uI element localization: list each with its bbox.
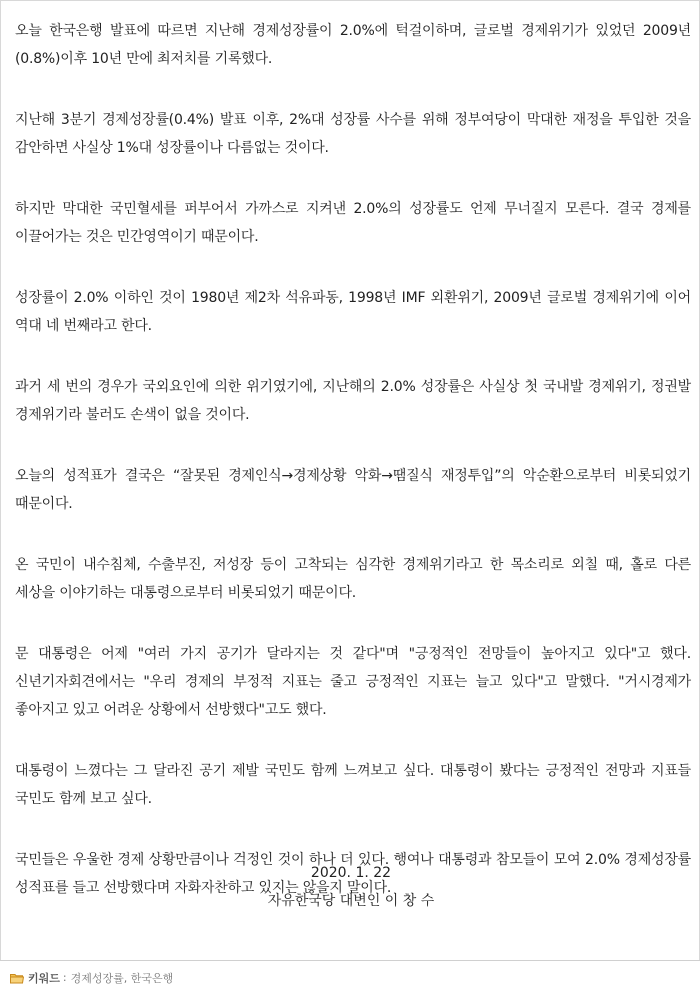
keyword-item-separator: , bbox=[123, 971, 131, 985]
paragraph: 온 국민이 내수침체, 수출부진, 저성장 등이 고착되는 심각한 경제위기라고 한 목소리로 외칠 때, 홀로 다른 세상을 이야기하는 대통령으로부터 비롯되었기 때문이다. bbox=[15, 557, 691, 601]
keyword-bar bbox=[0, 960, 700, 994]
paragraph: 과거 세 번의 경우가 국외요인에 의한 위기였기에, 지난해의 2.0% 성장률은 사실상 첫 국내발 경제위기, 정권발 경제위기라 불러도 손색이 없을 것이다. bbox=[15, 379, 691, 423]
paragraph: 국민들은 우울한 경제 상황만큼이나 걱정인 것이 하나 더 있다. 행여나 대통령과 참모들이 모여 2.0% 경제성장률 성적표를 들고 선방했다며 자화자찬하고 있지는 않을지 말이다. bbox=[15, 852, 691, 896]
folder-icon bbox=[10, 973, 24, 983]
keyword-list bbox=[71, 970, 174, 986]
paragraph: 문 대통령은 어제 "여러 가지 공기가 달라지는 것 같다"며 "긍정적인 전망들이 높아지고 있다"고 했다. 신년기자회견에서는 "우리 경제의 부정적 지표는 줄고 긍정적인 지표는 늘고 있다"고 말했다. "거시경제가 좋아지고 있고 어려운 상황에서 선방했다"고도 했다. bbox=[15, 646, 691, 718]
paragraph: 대통령이 느꼈다는 그 달라진 공기 제발 국민도 함께 느껴보고 싶다. 대통령이 봤다는 긍정적인 전망과 지표들 국민도 함께 보고 싶다. bbox=[15, 763, 691, 807]
statement-author: 자유한국당 대변인 이 창 수 bbox=[267, 893, 435, 909]
signature-block bbox=[1, 859, 700, 915]
keyword-label: 키워드 bbox=[28, 971, 60, 985]
paragraph: 하지만 막대한 국민혈세를 퍼부어서 가까스로 지켜낸 2.0%의 성장률도 언제 무너질지 모른다. 결국 경제를 이끌어가는 것은 민간영역이기 때문이다. bbox=[15, 201, 691, 245]
paragraph: 오늘 한국은행 발표에 따르면 지난해 경제성장률이 2.0%에 턱걸이하며, 글로벌 경제위기가 있었던 2009년(0.8%)이후 10년 만에 최저치를 기록했다. bbox=[15, 23, 691, 67]
paragraph: 성장률이 2.0% 이하인 것이 1980년 제2차 석유파동, 1998년 IMF 외환위기, 2009년 글로벌 경제위기에 이어 역대 네 번째라고 한다. bbox=[15, 290, 691, 334]
paragraph: 지난해 3분기 경제성장률(0.4%) 발표 이후, 2%대 성장률 사수를 위해 정부여당이 막대한 재정을 투입한 것을 감안하면 사실상 1%대 성장률이나 다름없는 것이다. bbox=[15, 112, 691, 156]
keyword-link-growth-rate[interactable]: 경제성장률 bbox=[70, 971, 124, 985]
article-body bbox=[15, 17, 691, 935]
keyword-separator: : bbox=[62, 971, 67, 984]
paragraph: 오늘의 성적표가 결국은 “잘못된 경제인식→경제상황 악화→땜질식 재정투입”의 악순환으로부터 비롯되었기 때문이다. bbox=[15, 468, 691, 512]
keyword-link-bank-of-korea[interactable]: 한국은행 bbox=[130, 971, 174, 985]
statement-date: 2020. 1. 22 bbox=[310, 865, 392, 881]
